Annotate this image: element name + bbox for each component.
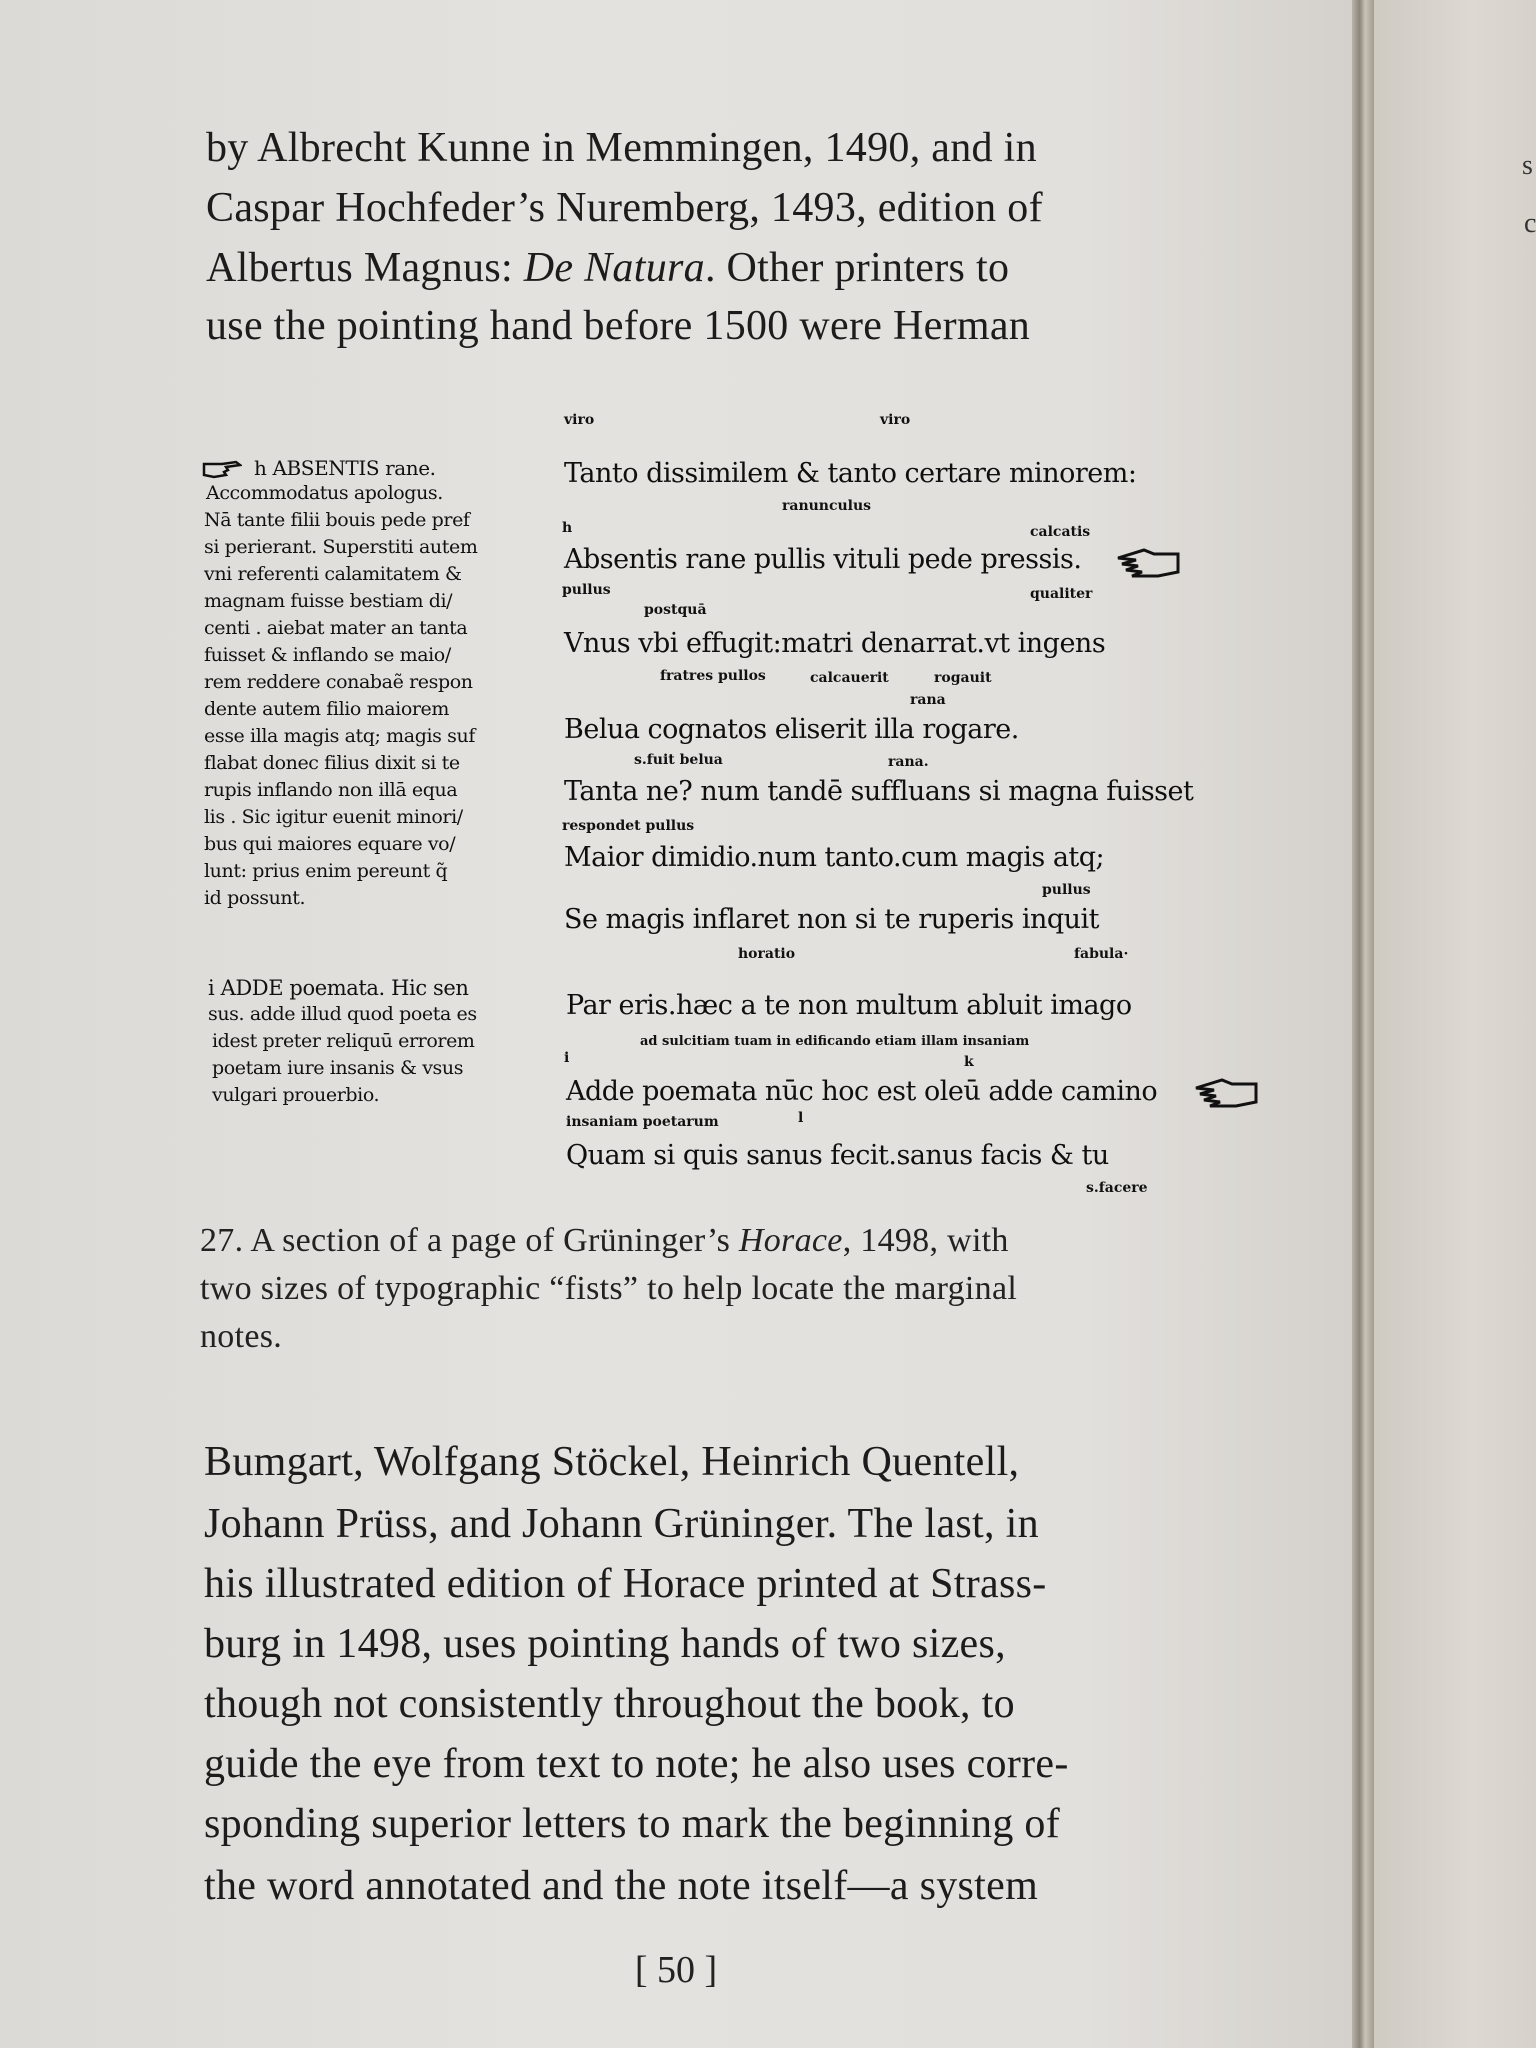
top-paragraph-line-3-end: . Other printers to	[704, 245, 1010, 291]
margin-note-2-line: vulgari prouerbio.	[212, 1084, 380, 1106]
margin-note-1-line: rupis inflando non illā equa	[204, 779, 458, 801]
facing-page-edge	[1374, 0, 1536, 2048]
margin-note-2-line: sus. adde illud quod poeta es	[208, 1003, 477, 1025]
facing-page-fragment: s	[1522, 150, 1533, 181]
bottom-paragraph-line-8: the word annotated and the note itself—a system	[204, 1863, 1039, 1909]
margin-note-1-line: fuisset & inflando se maio/	[204, 644, 451, 666]
interlinear-gloss: s.facere	[1086, 1180, 1148, 1196]
verse-line: Adde poemata nūc hoc est oleū adde camino	[566, 1076, 1158, 1107]
caption-title-horace: Horace	[738, 1222, 843, 1259]
interlinear-gloss: ad sulcitiam tuam in edificando etiam illam insaniam	[640, 1034, 1030, 1049]
bottom-paragraph-line-6: guide the eye from text to note; he also uses corre-	[204, 1741, 1069, 1787]
margin-note-1-line: vni referenti calamitatem &	[204, 563, 462, 585]
bottom-paragraph-line-7: sponding superior letters to mark the beginning of	[204, 1801, 1061, 1847]
margin-note-1-line: lis . Sic igitur euenit minori/	[204, 806, 463, 828]
bottom-paragraph-line-5: though not consistently throughout the book, to	[204, 1681, 1015, 1727]
figure-caption-line-1	[200, 1222, 1009, 1260]
margin-note-1-line: si perierant. Superstiti autem	[204, 536, 478, 558]
interlinear-gloss: calcatis	[1030, 524, 1091, 540]
bottom-paragraph-line-4: burg in 1498, uses pointing hands of two sizes,	[204, 1621, 1006, 1667]
interlinear-gloss: k	[964, 1054, 974, 1070]
margin-note-1-line: rem reddere conabaẽ respon	[204, 671, 473, 693]
book-title-de-natura: De Natura	[523, 245, 705, 291]
interlinear-gloss: l	[798, 1110, 804, 1126]
verse-line: Tanto dissimilem & tanto certare minorem:	[564, 458, 1137, 489]
interlinear-gloss: fabula·	[1074, 946, 1129, 962]
margin-note-2-line: i ADDE poemata. Hic sen	[208, 976, 469, 1000]
verse-line: Absentis rane pullis vituli pede pressis.	[564, 544, 1082, 575]
margin-note-1-line: bus qui maiores equare vo/	[204, 833, 456, 855]
verse-line: Se magis inflaret non si te ruperis inquit	[564, 904, 1100, 935]
small-pointing-hand-icon	[202, 458, 242, 480]
interlinear-gloss: ranunculus	[782, 498, 872, 514]
interlinear-gloss: h	[562, 520, 573, 536]
top-paragraph-line-4: use the pointing hand before 1500 were Herman	[206, 303, 1031, 349]
interlinear-gloss: viro	[564, 412, 595, 428]
verse-line: Quam si quis sanus fecit.sanus facis & tu	[566, 1140, 1109, 1171]
interlinear-gloss: postquā	[644, 602, 707, 618]
interlinear-gloss: viro	[880, 412, 911, 428]
book-gutter	[1352, 0, 1374, 2048]
figure-caption-line-2: two sizes of typographic “fists” to help locate the marginal	[200, 1270, 1018, 1307]
interlinear-gloss: fratres pullos	[660, 668, 766, 684]
verse-line: Belua cognatos eliserit illa rogare.	[564, 714, 1019, 745]
margin-note-1-line: flabat donec filius dixit si te	[204, 752, 460, 774]
page-number: [ 50 ]	[634, 1949, 718, 1991]
margin-note-1-line: lunt: prius enim pereunt q̃	[204, 860, 448, 882]
interlinear-gloss: qualiter	[1030, 586, 1093, 602]
top-paragraph-line-1: by Albrecht Kunne in Memmingen, 1490, and in	[206, 125, 1037, 171]
margin-note-1-line: magnam fuisse bestiam di/	[204, 590, 453, 612]
verse-line: Maior dimidio.num tanto.cum magis atq;	[564, 842, 1105, 873]
interlinear-gloss: rogauit	[934, 670, 992, 686]
interlinear-gloss: i	[564, 1050, 570, 1066]
facing-page-fragment: c	[1524, 208, 1536, 239]
margin-note-1-line: Accommodatus apologus.	[206, 482, 443, 504]
verse-line: Vnus vbi effugit:matri denarrat.vt ingens	[564, 628, 1106, 659]
verse-line: Par eris.hæc a te non multum abluit imago	[566, 990, 1132, 1021]
margin-note-1-line: dente autem filio maiorem	[204, 698, 450, 720]
margin-note-1-line: centi . aiebat mater an tanta	[204, 617, 468, 639]
caption-text: 27. A section of a page of Grüninger’s	[200, 1222, 739, 1259]
interlinear-gloss: pullus	[1042, 882, 1091, 898]
interlinear-gloss: insaniam poetarum	[566, 1114, 719, 1130]
figure-caption-line-3: notes.	[200, 1318, 283, 1355]
top-paragraph-line-3	[206, 244, 1009, 292]
bottom-paragraph-line-1: Bumgart, Wolfgang Stöckel, Heinrich Quentell,	[204, 1439, 1020, 1485]
interlinear-gloss: respondet pullus	[562, 818, 695, 834]
margin-note-2-line: poetam iure insanis & vsus	[212, 1057, 464, 1079]
bottom-paragraph-line-2: Johann Prüss, and Johann Grüninger. The last, in	[204, 1501, 1039, 1547]
verse-line: Tanta ne? num tandē suffluans si magna fuisset	[564, 776, 1194, 807]
top-paragraph-line-3-text: Albertus Magnus:	[206, 245, 524, 291]
large-pointing-hand-icon	[1192, 1074, 1258, 1112]
interlinear-gloss: s.fuit belua	[634, 752, 723, 768]
margin-note-1-line: h ABSENTIS rane.	[254, 456, 436, 480]
large-pointing-hand-icon	[1114, 544, 1180, 582]
interlinear-gloss: horatio	[738, 946, 796, 962]
caption-text-end: , 1498, with	[842, 1222, 1009, 1259]
interlinear-gloss: pullus	[562, 582, 611, 598]
interlinear-gloss: rana	[910, 692, 946, 708]
margin-note-2-line: idest preter reliquū errorem	[212, 1030, 475, 1052]
interlinear-gloss: calcauerit	[810, 670, 889, 686]
margin-note-1-line: Nā tante filii bouis pede pref	[204, 509, 470, 531]
margin-note-1-line: esse illa magis atq; magis suf	[204, 725, 475, 747]
interlinear-gloss: rana.	[888, 754, 929, 770]
top-paragraph-line-2: Caspar Hochfeder’s Nuremberg, 1493, edition of	[206, 185, 1043, 231]
bottom-paragraph-line-3: his illustrated edition of Horace printed at Strass-	[204, 1561, 1047, 1607]
margin-note-1-line: id possunt.	[204, 887, 306, 909]
